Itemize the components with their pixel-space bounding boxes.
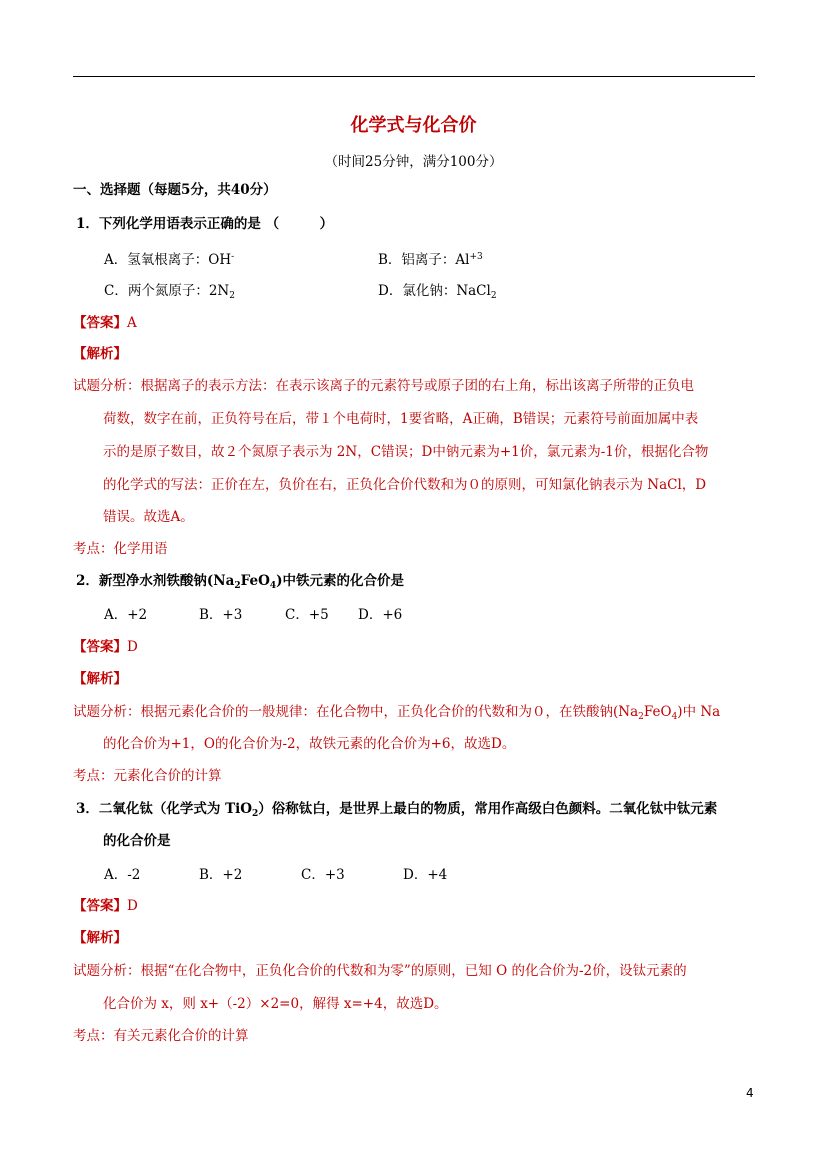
q1-option-a: A．氢氧根离子：OH-	[104, 252, 235, 268]
q2-kaodian: 考点：元素化合价的计算	[73, 768, 222, 784]
q1-option-d: D．氯化钠：NaCl$_2$	[378, 283, 497, 301]
q3-option-a: A．-2	[104, 867, 141, 883]
q3-kaodian: 考点：有关元素化合价的计算	[73, 1028, 249, 1044]
q1-stem: 1．下列化学用语表示正确的是 （ ）	[76, 216, 334, 232]
q1-analysis-line: 荷数，数字在前，正负符号在后，带１个电荷时，1要省略，A正确，B错误；元素符号前面加属中表	[103, 411, 699, 427]
q2-analysis-line: 的化合价为+1，O的化合价为-2，故铁元素的化合价为+6，故选D。	[103, 736, 516, 752]
q1-answer: 【答案】A	[73, 315, 137, 331]
q3-option-b: B．+2	[199, 867, 243, 883]
q2-option-c: C．+5	[285, 607, 329, 623]
q2-analysis-label: 【解析】	[73, 671, 127, 687]
q3-answer: 【答案】D	[73, 898, 138, 914]
q2-answer: 【答案】D	[73, 639, 138, 655]
q2-option-d: D．+6	[358, 607, 403, 623]
q3-option-d: D．+4	[403, 867, 448, 883]
q2-analysis-line: 试题分析：根据元素化合价的一般规律：在化合物中，正负化合价的代数和为０，在铁酸钠$(Na_2FeO_4)$中 Na	[73, 704, 721, 722]
page-number: 4	[746, 1086, 754, 1100]
q1-analysis-line: 示的是原子数目，故２个氮原子表示为 2N，C错误；D中钠元素为+1价，氯元素为-1价，根据化合物	[103, 444, 709, 460]
q3-stem: 3．二氧化钛（化学式为 TiO$_2$）俗称钛白，是世界上最白的物质，常用作高级白色颜料。二氧化钛中钛元素	[76, 801, 718, 819]
q3-analysis-label: 【解析】	[73, 930, 127, 946]
q2-stem: 2．新型净水剂铁酸钠$(Na_2FeO_4)$中铁元素的化合价是	[76, 573, 404, 591]
page-subtitle: （时间25分钟，满分100分）	[324, 154, 503, 170]
q2-option-b: B．+3	[199, 607, 243, 623]
page-title: 化学式与化合价	[350, 115, 477, 136]
q1-analysis-line: 试题分析：根据离子的表示方法：在表示该离子的元素符号或原子团的右上角，标出该离子所带的正负电	[73, 378, 694, 394]
section-heading: 一、选择题（每题5分，共40分）	[73, 182, 277, 198]
q1-option-b: B．铝离子：$Al^{+3}$	[378, 252, 483, 268]
q1-kaodian: 考点：化学用语	[73, 541, 168, 557]
q1-analysis-label: 【解析】	[73, 346, 127, 362]
q3-analysis-line: 试题分析：根据“在化合物中，正负化合价的代数和为零”的原则，已知 O 的化合价为-2价，设钛元素的	[73, 963, 687, 979]
q1-analysis-line: 的化学式的写法：正价在左，负价在右，正负化合价代数和为０的原则，可知氯化钠表示为 NaCl，D	[103, 477, 707, 493]
q1-option-c: C．两个氮原子：$2N_2$	[104, 283, 235, 301]
q3-stem-cont: 的化合价是	[103, 833, 171, 849]
q2-option-a: A．+2	[104, 607, 148, 623]
q3-option-c: C．+3	[301, 867, 345, 883]
q3-analysis-line: 化合价为 x，则 x+（-2）×2=0，解得 x=+4，故选D。	[103, 996, 448, 1012]
header-rule	[73, 76, 755, 77]
q1-analysis-line: 错误。故选A。	[103, 509, 194, 525]
